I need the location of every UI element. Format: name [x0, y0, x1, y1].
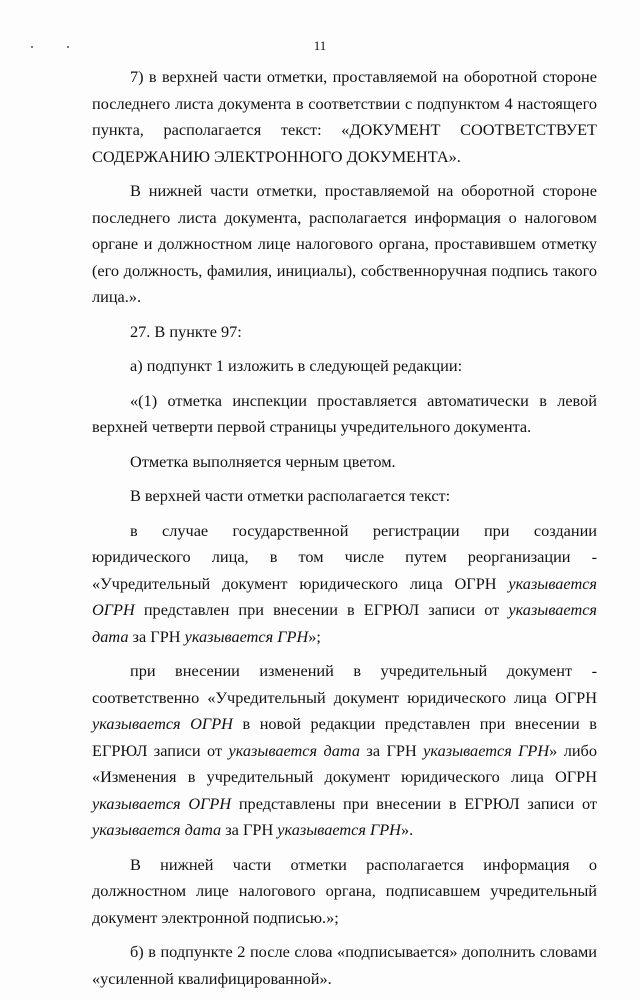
paragraph — [92, 353, 597, 380]
page-number: 11 — [313, 38, 327, 53]
italic-placeholder-text: указывается ОГРН — [92, 573, 597, 619]
text-run: » либо «Изменения в учредительный документ юридического лица ОГРН — [92, 740, 597, 786]
italic-placeholder-text: указывается ГРН — [184, 626, 309, 646]
text-run: представлены при внесении в ЕГРЮЛ записи от — [231, 793, 597, 813]
text-run: за ГРН — [221, 820, 278, 839]
italic-placeholder-text: указывается ОГРН — [92, 714, 233, 733]
text-run: 27. В пункте 97: — [130, 321, 242, 341]
text-run: за ГРН — [128, 626, 185, 646]
italic-placeholder-text: указывается ГРН — [423, 740, 550, 760]
text-run: «(1) отметка инспекции проставляется автоматически в левой верхней четверти первой страницы учредительного документа. — [92, 390, 597, 436]
text-run: В нижней части отметки, проставляемой на оборотной стороне последнего листа документа, располагается информация о налоговом органе и должностном лице налогового органа, проставившем отметку (его должность, фамилия, инициалы), собственноручная подпись такого лица.». — [92, 181, 597, 306]
text-run: при внесении изменений в учредительный документ - соответственно «Учредительный документ юридического лица ОГРН — [92, 661, 597, 707]
paragraph — [92, 449, 597, 476]
document-body — [92, 64, 597, 1000]
text-run: 7) в верхней части отметки, проставляемой на оборотной стороне последнего листа документа в соответствии с подпунктом 4 настоящего пункта, располагается текст: «ДОКУМЕНТ СООТВЕТСТВУЕТ СОДЕРЖАНИЮ ЭЛЕКТРОННОГО ДОКУМЕНТА». — [92, 67, 597, 166]
paragraph — [92, 658, 597, 844]
paragraph — [92, 64, 597, 170]
text-run: В верхней части отметки располагается текст: — [130, 486, 451, 505]
paragraph — [92, 939, 597, 992]
text-run: в новой редакции представлен при внесении в ЕГРЮЛ записи от — [92, 714, 597, 760]
italic-placeholder-text: указывается ГРН — [277, 820, 401, 839]
text-run: В нижней части отметки располагается информация о должностном лице налогового органа, подписавшем учредительный документ электронной подписью.»; — [92, 854, 597, 927]
text-run: в случае государственной регистрации при создании юридического лица, в том числе путем реорганизации - «Учредительный документ юридического лица ОГРН — [92, 520, 597, 593]
text-run: »; — [308, 626, 321, 646]
text-run: Отметка выполняется черным цветом. — [130, 451, 396, 471]
paragraph — [92, 388, 597, 441]
text-run: а) подпункт 1 изложить в следующей редакции: — [130, 356, 463, 375]
paragraph — [92, 178, 597, 311]
paragraph — [92, 518, 597, 651]
paragraph — [92, 319, 597, 346]
italic-placeholder-text: указывается дата — [92, 600, 597, 646]
text-run: за ГРН — [360, 740, 424, 760]
italic-placeholder-text: указывается дата — [228, 740, 360, 760]
italic-placeholder-text: указывается дата — [92, 820, 222, 839]
text-run: ». — [400, 820, 414, 839]
paragraph — [92, 852, 597, 932]
text-run: представлен при внесении в ЕГРЮЛ записи от — [134, 600, 509, 619]
italic-placeholder-text: указывается ОГРН — [92, 793, 232, 813]
text-run: б) в подпункте 2 после слова «подписывается» дополнить словами «усиленной квалифицированной». — [92, 942, 597, 988]
paragraph — [92, 483, 597, 510]
